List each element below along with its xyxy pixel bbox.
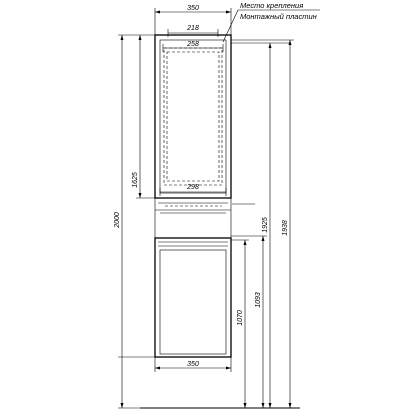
- dim-1925-label: 1925: [262, 217, 269, 233]
- dim-upper-1625-label: 1625: [132, 172, 139, 188]
- lower-cabinet: [155, 238, 231, 357]
- dim-total-2000-label: 2000: [114, 212, 121, 228]
- dim-1070-label: 1070: [237, 310, 244, 326]
- open-shelf: [155, 198, 231, 238]
- dim-1093-label: 1093: [255, 292, 262, 308]
- dim-bottom-width-label: 350: [187, 361, 199, 368]
- dim-inner-218-label: 218: [187, 25, 199, 32]
- dim-1938-label: 1938: [282, 220, 289, 236]
- dim-top-width-label: 350: [187, 5, 199, 12]
- annotation-line-2: Монтажный пластин: [240, 12, 317, 21]
- dim-shelf-298-label: 298: [187, 184, 199, 191]
- annotation-line-1: Место крепления: [240, 1, 304, 10]
- dim-inner-258-label: 258: [187, 41, 199, 48]
- dim-total-2000: [118, 35, 155, 408]
- upper-cabinet: [155, 35, 231, 198]
